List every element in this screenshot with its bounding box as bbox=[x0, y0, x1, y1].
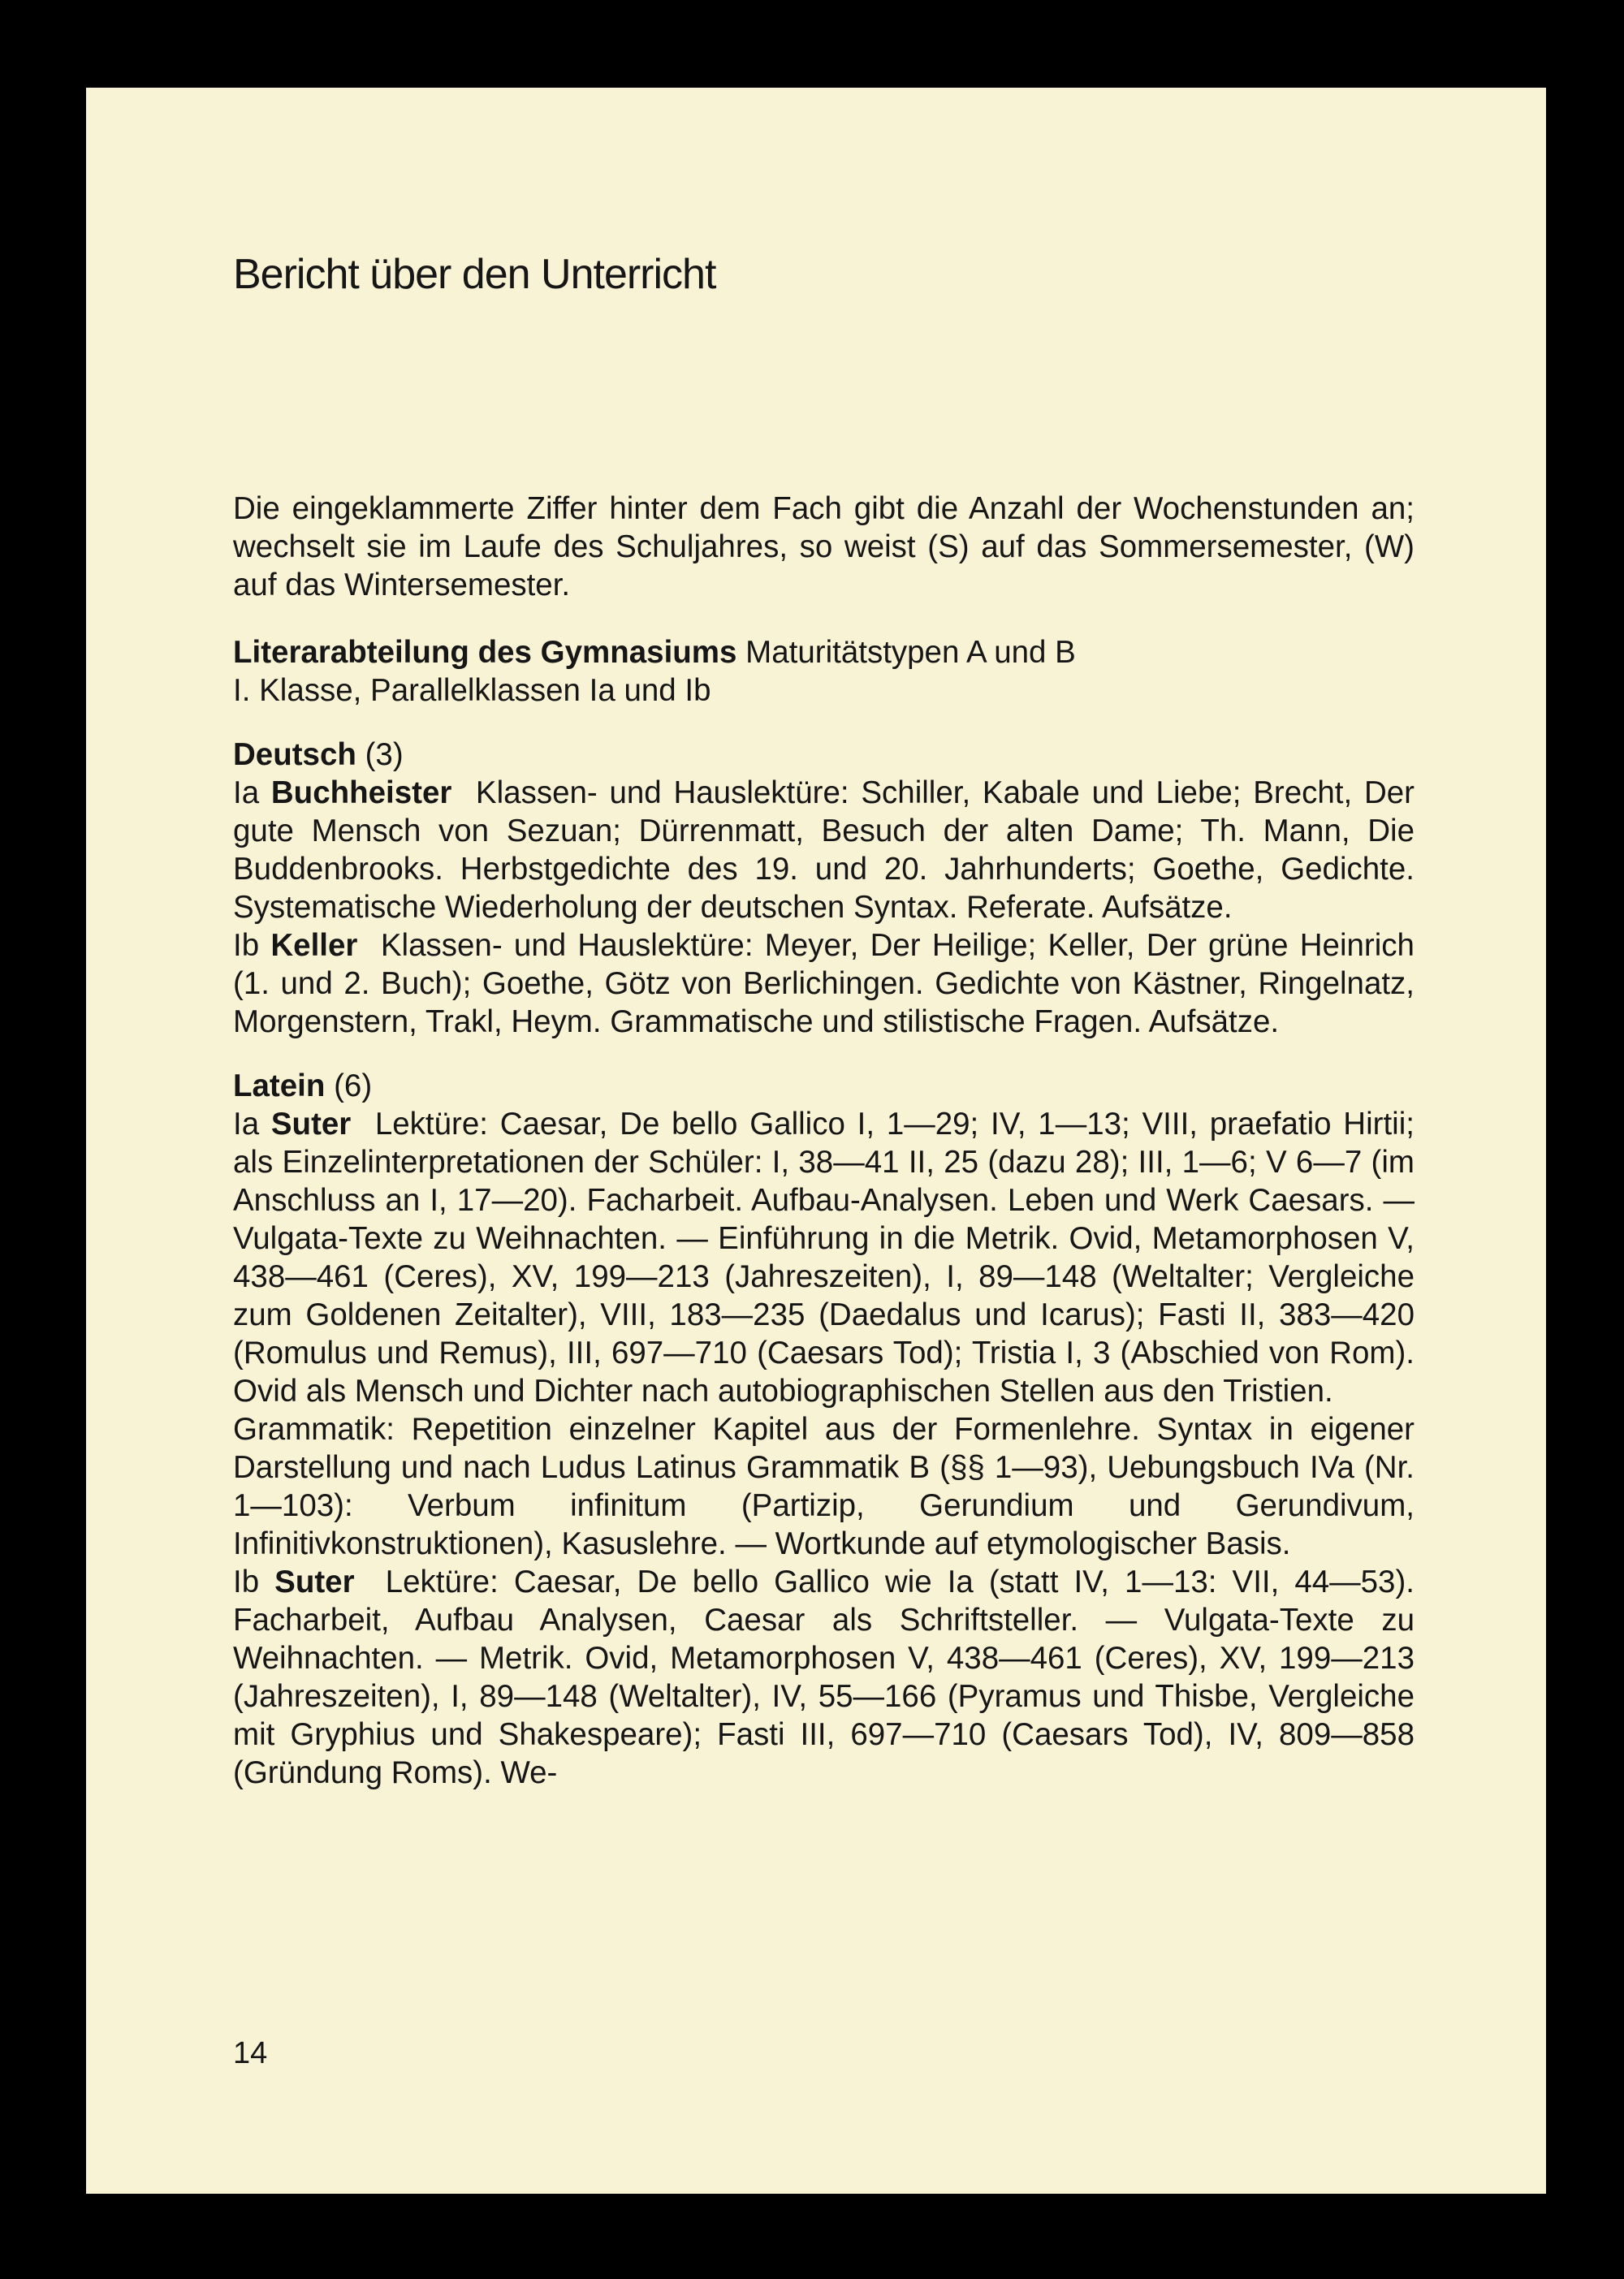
document-page bbox=[86, 88, 1546, 2194]
latein-ib-teacher: Suter bbox=[274, 1565, 355, 1599]
division-types: Maturitätstypen A und B bbox=[745, 635, 1076, 670]
latein-ia-text: Lektüre: Caesar, De bello Gallico I, 1—29; IV, 1—13; VIII, praefatio Hirtii; als Einzelinterpretationen der Schüler: I, 38—41 II, 25 (dazu 28); III, 1—6; V 6—7 (im Anschluss an I, 17—20). Facharbeit. Aufbau-Analysen. Leben und Werk Caesars. — Vulgata-Texte zu Weihnachten. — Einführung in die Metrik. Ovid, Metamorphosen V, 438—461 (Ceres), XV, 199—213 (Jahreszeiten), I, 89—148 (Weltalter; Vergleiche zum Goldenen Zeitalter), VIII, 183—235 (Daedalus und Icarus); Fasti II, 383—420 (Romulus und Remus), III, 697—710 (Caesars Tod); Tristia I, 3 (Abschied von Rom). Ovid als Mensch und Dichter nach autobiographischen Stellen aus den Tristien. bbox=[233, 1107, 1415, 1409]
deutsch-ia-text: Klassen- und Hauslektüre: Schiller, Kabale und Liebe; Brecht, Der gute Mensch von Sezuan; Dürrenmatt, Besuch der alten Dame; Th. Mann, Die Buddenbrooks. Herbstgedichte des 19. und 20. Jahrhunderts; Goethe, Gedichte. Systematische Wiederholung der deutschen Syntax. Referate. Aufsätze. bbox=[233, 775, 1415, 925]
deutsch-ia-class: Ia bbox=[233, 775, 260, 810]
latein-ib-class: Ib bbox=[233, 1565, 260, 1599]
deutsch-heading bbox=[233, 736, 1415, 774]
page-title: Bericht über den Unterricht bbox=[233, 251, 716, 298]
deutsch-ia-paragraph bbox=[233, 774, 1415, 926]
division-heading bbox=[233, 633, 1415, 671]
latein-subject: Latein bbox=[233, 1068, 326, 1103]
latein-hours: (6) bbox=[334, 1068, 373, 1103]
page-content bbox=[233, 250, 1415, 1792]
intro-paragraph: Die eingeklammerte Ziffer hinter dem Fach gibt die Anzahl der Wochenstunden an; wechselt sie im Laufe des Schuljahres, so weist (S) auf das Sommersemester, (W) auf das Wintersemester. bbox=[233, 491, 1415, 602]
latein-ib-text: Lektüre: Caesar, De bello Gallico wie Ia (statt IV, 1—13: VII, 44—53). Facharbeit, Aufbau Analysen, Caesar als Schriftsteller. — Vulgata-Texte zu Weihnachten. — Metrik. Ovid, Metamorphosen V, 438—461 (Ceres), XV, 199—213 (Jahreszeiten), I, 89—148 (Weltalter), IV, 55—166 (Pyramus und Thisbe, Vergleiche mit Gryphius und Shakespeare); Fasti III, 697—710 (Caesars Tod), IV, 809—858 (Gründung Roms). We- bbox=[233, 1565, 1415, 1790]
deutsch-ib-teacher: Keller bbox=[270, 928, 358, 963]
class-line: I. Klasse, Parallelklassen Ia und Ib bbox=[233, 673, 711, 708]
page-number: 14 bbox=[233, 2036, 268, 2070]
latein-ia-paragraph bbox=[233, 1105, 1415, 1410]
latein-grammar-paragraph: Grammatik: Repetition einzelner Kapitel aus der Formenlehre. Syntax in eigener Darstellung und nach Ludus Latinus Grammatik B (§§ 1—93), Uebungsbuch IVa (Nr. 1—103): Verbum infinitum (Partizip, Gerundium und Gerundivum, Infinitivkonstruktionen), Kasuslehre. — Wortkunde auf etymologischer Basis. bbox=[233, 1412, 1415, 1561]
deutsch-ia-teacher: Buchheister bbox=[270, 775, 452, 810]
deutsch-ib-text: Klassen- und Hauslektüre: Meyer, Der Heilige; Keller, Der grüne Heinrich (1. und 2. Buch); Goethe, Götz von Berlichingen. Gedichte von Kästner, Ringelnatz, Morgenstern, Trakl, Heym. Grammatische und stilistische Fragen. Aufsätze. bbox=[233, 928, 1415, 1039]
deutsch-ib-class: Ib bbox=[233, 928, 260, 963]
division-name: Literarabteilung des Gymnasiums bbox=[233, 635, 737, 670]
deutsch-ib-paragraph bbox=[233, 926, 1415, 1041]
latein-heading bbox=[233, 1067, 1415, 1105]
latein-ia-class: Ia bbox=[233, 1107, 260, 1142]
latein-ia-teacher: Suter bbox=[270, 1107, 352, 1142]
deutsch-subject: Deutsch bbox=[233, 737, 356, 772]
latein-ib-paragraph bbox=[233, 1563, 1415, 1792]
deutsch-hours: (3) bbox=[365, 737, 404, 772]
